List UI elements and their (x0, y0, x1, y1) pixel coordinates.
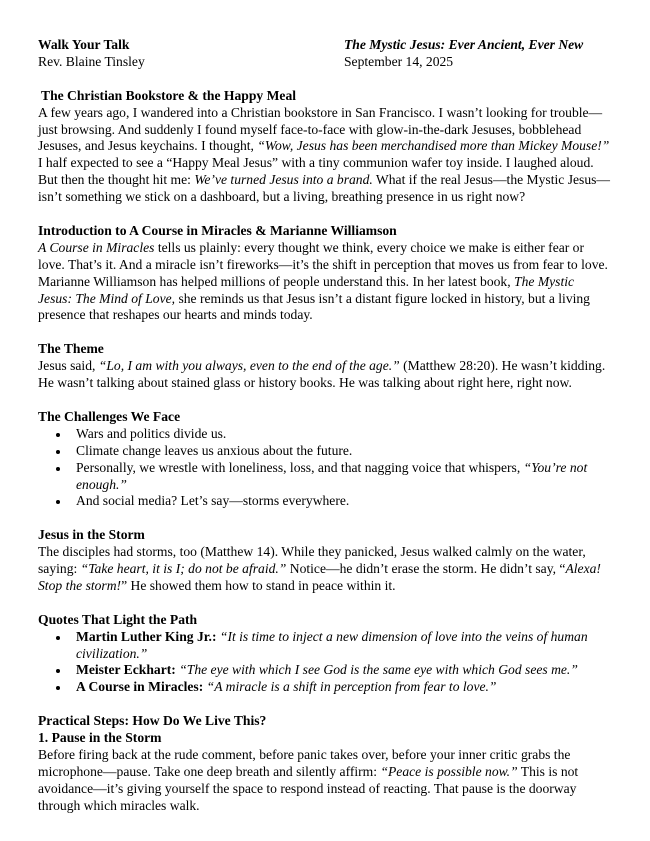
quote-author: Martin Luther King Jr.: (76, 628, 217, 644)
text-run: she reminds us that Jesus isn’t a distant figure locked in history, but a living presence that reshapes our hearts and minds today. (38, 290, 590, 323)
list-item: Wars and politics divide us. (76, 426, 610, 443)
book-title-acim: A Course in Miracles (38, 239, 155, 255)
emphasis-brand: We’ve turned Jesus into a brand. (194, 172, 373, 188)
paragraph-bookstore-2 (38, 155, 610, 206)
quote-text: “A miracle is a shift in perception from fear to love.” (206, 679, 497, 695)
quote-text: “The eye with which I see God is the same eye with which God sees me.” (179, 662, 578, 678)
quotes-list (38, 629, 610, 697)
sermon-title: The Mystic Jesus: Ever Ancient, Ever New (344, 37, 584, 52)
paragraph-bookstore-1 (38, 105, 610, 156)
text-run: Personally, we wrestle with loneliness, loss, and that nagging voice that whispers, (76, 459, 524, 475)
section-heading-theme: The Theme (38, 341, 104, 357)
paragraph-acim-2 (38, 274, 610, 325)
list-item (76, 629, 610, 663)
list-item: Climate change leaves us anxious about the future. (76, 443, 610, 460)
header-right (344, 37, 610, 71)
paragraph-storm (38, 544, 610, 595)
quote-mickey: “Wow, Jesus has been merchandised more than Mickey Mouse!” (257, 138, 610, 154)
paragraph-acim-1 (38, 240, 610, 274)
paragraph-pause (38, 747, 610, 815)
quote-author: Meister Eckhart: (76, 662, 176, 678)
text-run: ” He showed them how to stand in peace within it. (121, 577, 396, 593)
section-heading-quotes: Quotes That Light the Path (38, 611, 198, 627)
list-item (76, 662, 610, 679)
step-heading-pause: 1. Pause in the Storm (38, 730, 162, 746)
quote-peace: “Peace is possible now.” (380, 763, 518, 779)
text-run: Before firing back at the rude comment, before panic takes over, before your inner critic grabs the microphone—pause. Take one deep breath and silently affirm: (38, 746, 571, 779)
book-title-mystic-jesus: The Mystic Jesus: The Mind of Love, (38, 273, 575, 306)
speaker-name: Rev. Blaine Tinsley (38, 53, 145, 69)
sermon-series-title: Walk Your Talk (38, 37, 130, 52)
quote-alexa: Alexa! Stop the storm! (38, 561, 601, 593)
section-heading-challenges: The Challenges We Face (38, 408, 181, 424)
text-run: I half expected to see a “Happy Meal Jesus” with a tiny communion wafer toy inside. I laughed aloud. But then the thought hit me: (38, 155, 594, 188)
header (38, 37, 610, 71)
text-run: Marianne Williamson has helped millions of people understand this. In her latest book, (38, 273, 515, 289)
text-run: (Matthew 28:20). He wasn’t kidding. He wasn’t talking about stained glass or history books. He was talking about right here, right now. (38, 358, 606, 391)
quote-take-heart: “Take heart, it is I; do not be afraid.” (80, 561, 287, 577)
text-run: Jesus said, (38, 358, 99, 374)
section-heading-bookstore: The Christian Bookstore & the Happy Meal (41, 87, 297, 103)
challenges-list (38, 426, 610, 511)
list-item (76, 679, 610, 696)
section-heading-practical-steps: Practical Steps: How Do We Live This? (38, 713, 267, 729)
text-run: Notice—he didn’t erase the storm. He didn’t say, “ (286, 561, 566, 577)
section-heading-storm: Jesus in the Storm (38, 527, 145, 543)
paragraph-theme (38, 358, 610, 392)
section-heading-acim: Introduction to A Course in Miracles & Marianne Williamson (38, 222, 397, 238)
quote-author: A Course in Miracles: (76, 679, 204, 695)
list-item (76, 460, 610, 494)
list-item: And social media? Let’s say—storms everywhere. (76, 493, 610, 510)
text-run: This is not avoidance—it’s giving yourself the space to respond instead of reacting. That pause is the doorway through which miracles walk. (38, 763, 579, 813)
quote-text: “It is time to inject a new dimension of love into the veins of human civilization.” (76, 628, 588, 661)
quote-not-enough: “You’re not enough.” (76, 459, 588, 492)
text-run: The disciples had storms, too (Matthew 14). While they panicked, Jesus walked calmly on the water, saying: (38, 544, 586, 577)
header-left (38, 37, 344, 71)
quote-matthew: “Lo, I am with you always, even to the end of the age.” (98, 358, 400, 374)
text-run: What if the real Jesus—the Mystic Jesus—isn’t something we stick on a dashboard, but a living, breathing presence in us right now? (38, 172, 611, 205)
text-run: A few years ago, I wandered into a Christian bookstore in San Francisco. I wasn’t looking for trouble—just browsing. And suddenly I found myself face-to-face with glow-in-the-dark Jesuses, bobblehead Jesuses, and Jesus keychains. I thought, (38, 104, 603, 154)
text-run: tells us plainly: every thought we think, every choice we make is either fear or love. That’s it. And a miracle isn’t fireworks—it’s the shift in perception that moves us from fear to love. (38, 239, 608, 272)
sermon-date: September 14, 2025 (344, 53, 454, 69)
